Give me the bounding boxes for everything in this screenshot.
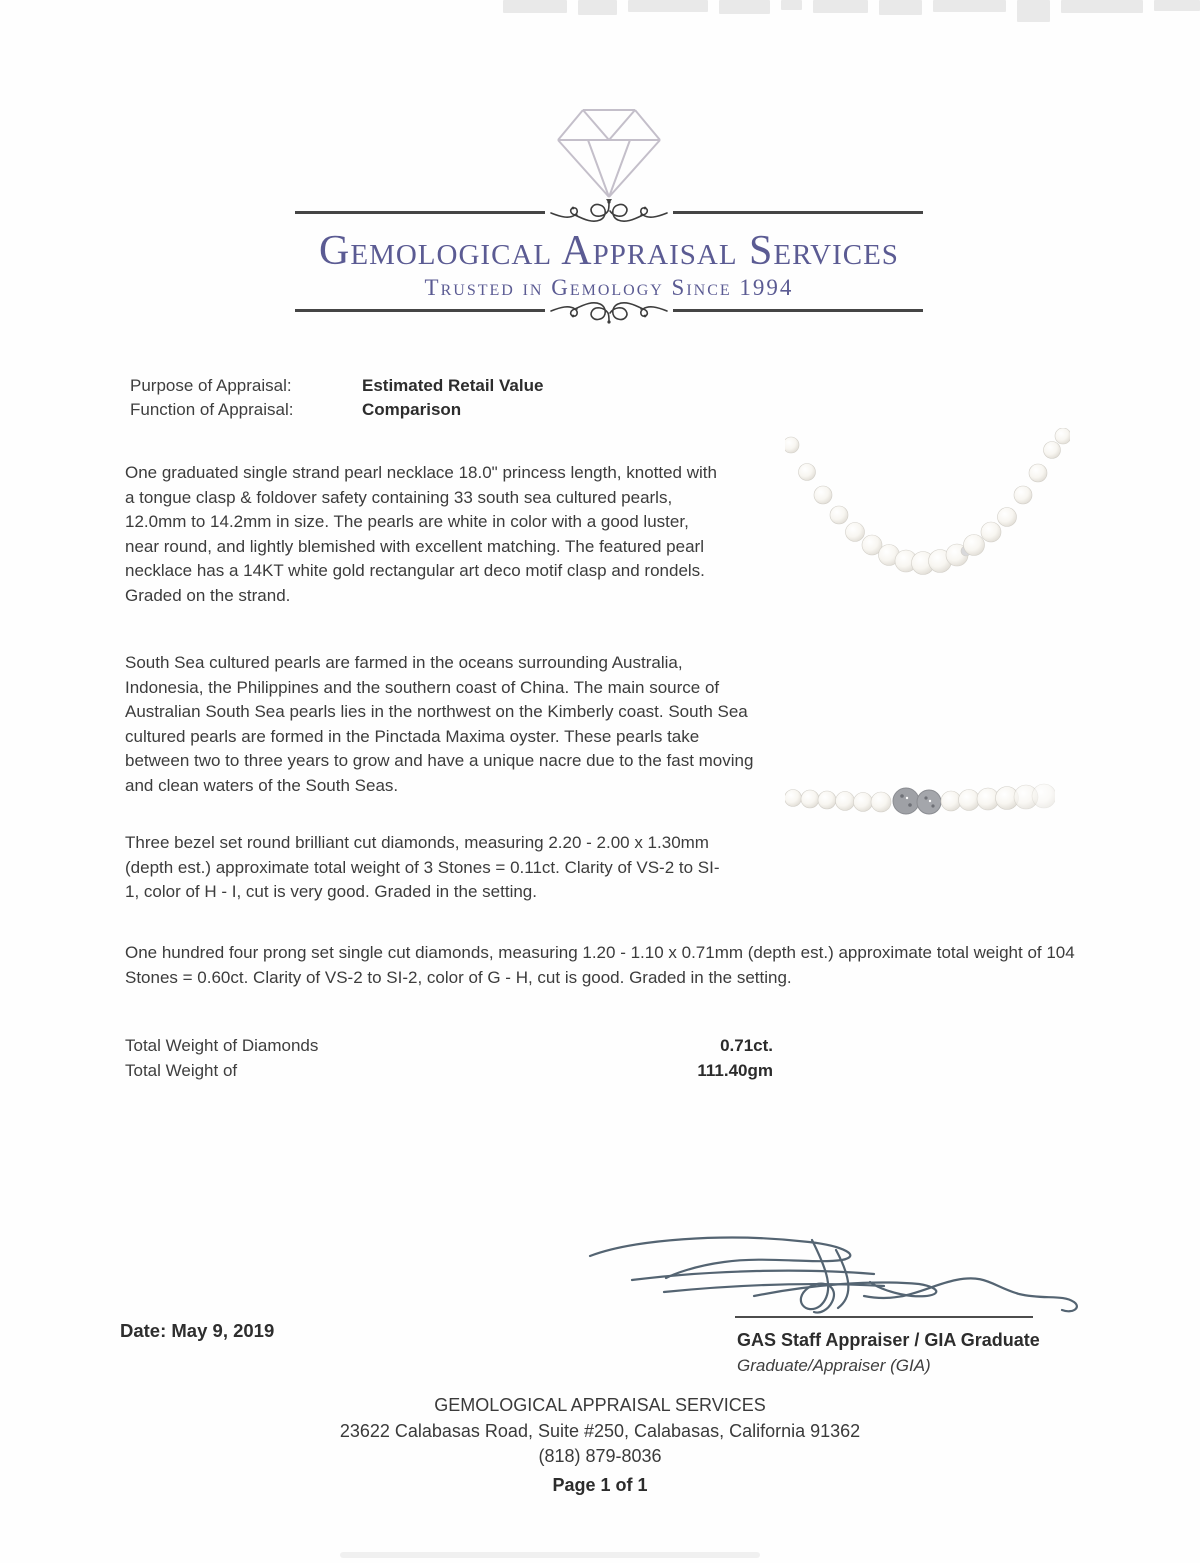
totals-block — [125, 1033, 773, 1083]
total-weight-label: Total Weight of — [125, 1061, 238, 1080]
pearl-necklace-photo — [785, 428, 1070, 588]
bezel-diamonds-paragraph: Three bezel set round brilliant cut diamonds, measuring 2.20 - 2.00 x 1.30mm (depth est.) approximate total weight of 3 Stones = 0.11ct. Clarity of VS-2 to SI-1, color of H - I, cut is very good. Graded in the setting. — [125, 833, 720, 901]
brand-name: Gemological Appraisal Services — [319, 228, 899, 274]
flourish-ornament-icon — [549, 198, 669, 228]
date-label: Date: May 9, 2019 — [120, 1320, 275, 1341]
meta-row-function — [130, 398, 543, 422]
scan-artifact-block — [933, 0, 1006, 12]
total-weight-row — [125, 1058, 773, 1083]
total-diamonds-row — [125, 1033, 773, 1058]
footer-company: GEMOLOGICAL APPRAISAL SERVICES — [434, 1395, 766, 1415]
brand-tagline: Trusted in Gemology Since 1994 — [424, 275, 794, 300]
footer-address: 23622 Calabasas Road, Suite #250, Calabasas, California 91362 — [339, 1420, 861, 1441]
flourish-ornament-icon — [549, 296, 669, 326]
south-sea-info-paragraph: South Sea cultured pearls are farmed in the oceans surrounding Australia, Indonesia, the Philippines and the southern coast of China. The main source of Australian South Sea pearls lies in the northwest on the Kimberly coast. South Sea cultured pearls are formed in the Pinctada Maxima oyster. These pearls take between two to three years to grow and have a unique nacre due to the fast moving and clean waters of the South Seas. — [125, 653, 754, 795]
ornament-rule-top — [295, 198, 923, 228]
function-value: Comparison — [362, 400, 462, 419]
item-description-paragraph: One graduated single strand pearl necklace 18.0" princess length, knotted with a tongue clasp & foldover safety containing 33 south sea cultured pearls, 12.0mm to 14.2mm in size. The pearls are white in color with a good luster, near round, and lightly blemished with excellent matching. The featured pearl necklace has a 14KT white gold rectangular art deco motif clasp and rondels. Graded on the strand. — [125, 463, 717, 605]
function-label: Function of Appraisal: — [130, 400, 294, 419]
scan-artifact-strip — [503, 0, 1200, 22]
appraisal-meta — [130, 374, 543, 422]
scan-artifact-block — [1017, 0, 1051, 22]
scan-artifact-block — [879, 0, 922, 15]
diamond-icon — [538, 104, 680, 204]
ornament-rule-bottom — [295, 296, 923, 326]
scan-artifact-block — [628, 0, 708, 12]
purpose-label: Purpose of Appraisal: — [130, 376, 292, 395]
rule-line — [295, 309, 545, 312]
purpose-value: Estimated Retail Value — [362, 376, 544, 395]
signature-image — [572, 1232, 1097, 1324]
scan-artifact-block — [1061, 0, 1143, 13]
footer — [0, 1393, 1200, 1498]
pearl-clasp-photo — [785, 768, 1055, 830]
clasp-detail — [893, 788, 941, 814]
rule-line — [295, 211, 545, 214]
rule-line — [673, 309, 923, 312]
meta-row-purpose — [130, 374, 543, 398]
brand-header — [295, 104, 923, 326]
scan-artifact-block — [503, 0, 567, 13]
footer-phone: (818) 879-8036 — [538, 1446, 662, 1466]
scan-artifact-block — [719, 0, 770, 14]
scan-smudge — [340, 1552, 760, 1558]
scan-artifact-block — [781, 0, 802, 10]
total-diamonds-label: Total Weight of Diamonds — [125, 1036, 319, 1055]
scan-artifact-block — [1154, 0, 1200, 11]
total-diamonds-value: 0.71ct. — [720, 1036, 773, 1055]
rule-line — [673, 211, 923, 214]
scan-artifact-block — [813, 0, 868, 13]
prong-diamonds-paragraph: One hundred four prong set single cut diamonds, measuring 1.20 - 1.10 x 0.71mm (depth est.) approximate total weight of 104 Stones = 0.60ct. Clarity of VS-2 to SI-2, color of G - H, cut is good. Graded in the setting. — [125, 943, 1075, 987]
signer-subtitle: Graduate/Appraiser (GIA) — [737, 1356, 931, 1375]
scan-artifact-block — [578, 0, 617, 15]
page-indicator: Page 1 of 1 — [552, 1474, 648, 1495]
signer-title: GAS Staff Appraiser / GIA Graduate — [737, 1330, 1040, 1350]
signature-line — [735, 1316, 1033, 1318]
total-weight-value: 111.40gm — [697, 1061, 773, 1080]
